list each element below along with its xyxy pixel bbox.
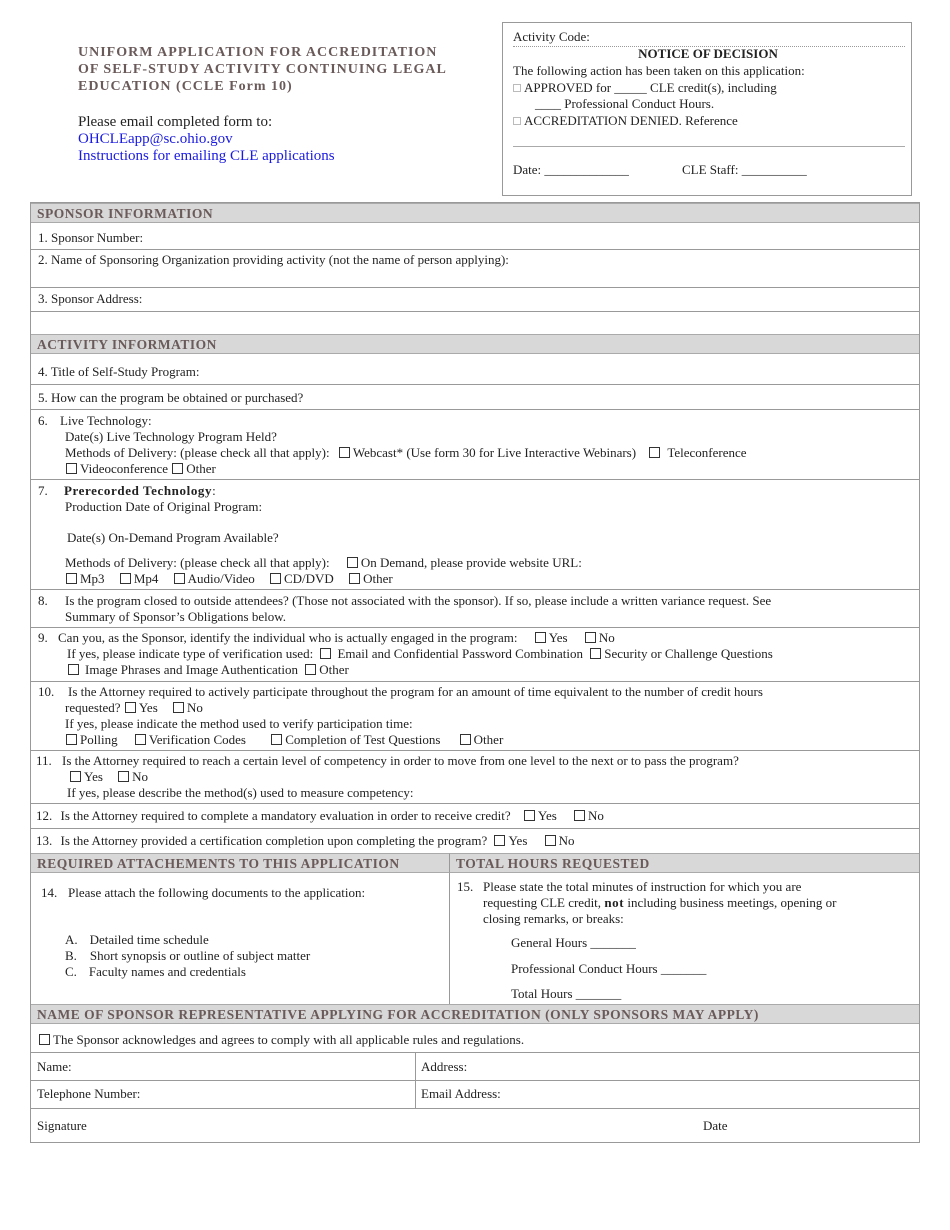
image-phrases-checkbox[interactable] — [68, 664, 79, 675]
production-date-field[interactable]: Production Date of Original Program: — [65, 499, 263, 514]
q9-subtext: If yes, please indicate type of verification used: — [67, 646, 314, 661]
audio-video-checkbox[interactable] — [174, 573, 185, 584]
divider — [31, 589, 919, 590]
polling-label: Polling — [80, 732, 118, 747]
sponsor-number-field[interactable]: 1. Sponsor Number: — [38, 230, 144, 245]
divider — [31, 409, 919, 410]
divider — [31, 681, 919, 682]
q9-number: 9. — [38, 630, 48, 645]
cd-dvd-label: CD/DVD — [283, 571, 334, 586]
q13-no-checkbox[interactable] — [545, 835, 556, 846]
program-purchase-field[interactable]: 5. How can the program be obtained or purchased? — [38, 390, 304, 405]
q11-yes-label: Yes — [84, 769, 103, 784]
divider — [31, 1080, 919, 1081]
attachment-item: Short synopsis or outline of subject matter — [89, 948, 311, 963]
q13-text: Is the Attorney provided a certification completion upon completing the program? — [60, 833, 488, 848]
q11-no-label: No — [132, 769, 149, 784]
q12-yes-checkbox[interactable] — [524, 810, 535, 821]
q10-yes-label: Yes — [138, 700, 158, 715]
email-password-checkbox[interactable] — [320, 648, 331, 659]
form-title — [78, 44, 488, 95]
notice-of-decision-box — [502, 22, 912, 196]
approved-label: APPROVED for _____ CLE credit(s), including — [524, 80, 777, 95]
form-title-line: OF SELF-STUDY ACTIVITY CONTINUING LEGAL — [78, 62, 447, 77]
q13-yes-label: Yes — [508, 833, 528, 848]
form-title-line: EDUCATION (CCLE Form 10) — [78, 79, 293, 94]
webcast-checkbox[interactable] — [339, 447, 350, 458]
teleconference-label: Teleconference — [667, 445, 747, 460]
divider — [31, 1052, 919, 1053]
hours-section-header: TOTAL HOURS REQUESTED — [449, 853, 919, 873]
decision-date-field: Date: _____________ — [513, 162, 629, 177]
q14-number: 14. — [41, 885, 58, 900]
approved-conduct-hours: ____ Professional Conduct Hours. — [535, 96, 715, 111]
application-form — [30, 202, 920, 1143]
q11-text: Is the Attorney required to reach a certain level of competency in order to move from one level to the next or to pass the program? — [62, 753, 739, 768]
activity-code-label: Activity Code: — [513, 29, 905, 47]
signature-field[interactable]: Signature — [37, 1118, 87, 1133]
q9-other-checkbox[interactable] — [305, 664, 316, 675]
q12-no-checkbox[interactable] — [574, 810, 585, 821]
rep-phone-field[interactable]: Telephone Number: — [37, 1086, 141, 1101]
divider — [31, 1108, 919, 1109]
q10-no-checkbox[interactable] — [173, 702, 184, 713]
live-dates-field[interactable]: Date(s) Live Technology Program Held? — [65, 429, 277, 444]
sponsor-address-field[interactable]: 3. Sponsor Address: — [38, 291, 143, 306]
general-hours-field[interactable]: General Hours _______ — [511, 935, 636, 950]
email-prompt: Please email completed form to: — [78, 114, 273, 130]
videoconference-checkbox[interactable] — [66, 463, 77, 474]
notice-heading: NOTICE OF DECISION — [638, 46, 778, 61]
divider — [31, 828, 919, 829]
q10-no-label: No — [187, 700, 203, 715]
denied-label: ACCREDITATION DENIED. Reference — [524, 113, 738, 128]
divider — [31, 479, 919, 480]
professional-conduct-hours-field[interactable]: Professional Conduct Hours _______ — [511, 961, 707, 976]
polling-checkbox[interactable] — [66, 734, 77, 745]
representative-section-header: NAME OF SPONSOR REPRESENTATIVE APPLYING FOR ACCREDITATION (ONLY SPONSORS MAY APPLY) — [31, 1004, 919, 1024]
verification-codes-label: Verification Codes — [148, 732, 246, 747]
signature-date-field[interactable]: Date — [703, 1118, 728, 1133]
divider — [31, 287, 919, 288]
mp3-label: Mp3 — [80, 571, 105, 586]
q8-text-cont: Summary of Sponsor’s Obligations below. — [65, 609, 286, 624]
security-questions-checkbox[interactable] — [590, 648, 601, 659]
sponsor-organization-field[interactable]: 2. Name of Sponsoring Organization providing activity (not the name of person applying): — [38, 252, 509, 267]
q7-number: 7. — [38, 483, 48, 498]
q7-methods-label: Methods of Delivery: (please check all that apply): — [65, 555, 330, 570]
q12-no-label: No — [588, 808, 604, 823]
mp3-checkbox[interactable] — [66, 573, 77, 584]
q15-text-pre: requesting CLE credit, — [483, 895, 605, 910]
email-instructions — [78, 114, 335, 165]
email-password-label: Email and Confidential Password Combination — [337, 646, 583, 661]
attachment-letter: C. — [65, 964, 77, 979]
prerecorded-other-label: Other — [363, 571, 393, 586]
q6-label: Live Technology: — [60, 413, 152, 428]
attachment-letter: A. — [65, 932, 78, 947]
q9-text: Can you, as the Sponsor, identify the individual who is actually engaged in the program: — [58, 630, 518, 645]
q10-number: 10. — [38, 684, 55, 699]
rep-email-field[interactable]: Email Address: — [421, 1086, 501, 1101]
divider — [31, 249, 919, 250]
verification-codes-checkbox[interactable] — [135, 734, 146, 745]
webcast-label: Webcast* (Use form 30 for Live Interactive Webinars) — [352, 445, 637, 460]
q10-other-label: Other — [473, 732, 504, 747]
test-questions-label: Completion of Test Questions — [285, 732, 441, 747]
q10-requested: requested? — [65, 700, 121, 715]
q12-yes-label: Yes — [537, 808, 557, 823]
divider — [31, 803, 919, 804]
security-questions-label: Security or Challenge Questions — [604, 646, 773, 661]
divider — [31, 311, 919, 312]
q10-subtext: If yes, please indicate the method used to verify participation time: — [65, 716, 413, 731]
divider — [31, 384, 919, 385]
notice-intro: The following action has been taken on this application: — [513, 63, 805, 78]
cd-dvd-checkbox[interactable] — [270, 573, 281, 584]
rep-name-field[interactable]: Name: — [37, 1059, 72, 1074]
ondemand-label: On Demand, please provide website URL: — [360, 555, 582, 570]
ondemand-dates-field[interactable]: Date(s) On-Demand Program Available? — [67, 530, 279, 545]
q9-yes-checkbox[interactable] — [535, 632, 546, 643]
activity-section-header: ACTIVITY INFORMATION — [31, 334, 919, 354]
sponsor-section-header: SPONSOR INFORMATION — [31, 203, 919, 223]
denied-checkbox[interactable] — [513, 117, 521, 125]
q10-other-checkbox[interactable] — [460, 734, 471, 745]
teleconference-checkbox[interactable] — [649, 447, 660, 458]
attachment-item: Faculty names and credentials — [88, 964, 246, 979]
audio-video-label: Audio/Video — [187, 571, 255, 586]
videoconference-label: Videoconference — [80, 461, 168, 476]
q9-no-label: No — [598, 630, 615, 645]
ondemand-checkbox[interactable] — [347, 557, 358, 568]
q8-number: 8. — [38, 593, 48, 608]
instructions-link[interactable]: Instructions for emailing CLE applications — [78, 148, 335, 164]
q15-text-end: closing remarks, or breaks: — [483, 911, 624, 926]
live-other-checkbox[interactable] — [172, 463, 183, 474]
q9-yes-label: Yes — [548, 630, 568, 645]
q11-no-checkbox[interactable] — [118, 771, 129, 782]
total-hours-field[interactable]: Total Hours _______ — [511, 986, 622, 1001]
program-title-field[interactable]: 4. Title of Self-Study Program: — [38, 364, 200, 379]
q11-number: 11. — [36, 753, 52, 768]
q12-number: 12. — [36, 808, 53, 823]
mp4-label: Mp4 — [133, 571, 159, 586]
email-link[interactable]: OHCLEapp@sc.ohio.gov — [78, 131, 233, 147]
q15-number: 15. — [457, 879, 474, 894]
q8-text: Is the program closed to outside attendees? (Those not associated with the sponsor). If so, please include a written variance request. See — [65, 593, 772, 608]
q6-methods-label: Methods of Delivery: (please check all that apply): — [65, 445, 330, 460]
q15-text-emphasis: not — [604, 895, 625, 910]
q6-number: 6. — [38, 413, 48, 428]
test-questions-checkbox[interactable] — [271, 734, 282, 745]
divider — [31, 627, 919, 628]
rep-address-field[interactable]: Address: — [421, 1059, 468, 1074]
q9-other-label: Other — [319, 662, 349, 677]
q13-number: 13. — [36, 833, 53, 848]
q7-colon: : — [212, 483, 216, 498]
q14-text: Please attach the following documents to the application: — [68, 885, 366, 900]
q13-no-label: No — [558, 833, 575, 848]
column-divider — [449, 873, 450, 1004]
form-title-line: UNIFORM APPLICATION FOR ACCREDITATION — [78, 45, 438, 60]
image-phrases-label: Image Phrases and Image Authentication — [85, 662, 298, 677]
q10-text: Is the Attorney required to actively participate throughout the program for an amount of time equivalent to the number of credit hours — [68, 684, 763, 699]
live-other-label: Other — [186, 461, 216, 476]
q7-label: Prerecorded Technology — [64, 483, 213, 498]
q15-text-post: including business meetings, opening or — [624, 895, 837, 910]
q12-text: Is the Attorney required to complete a mandatory evaluation in order to receive credit? — [60, 808, 511, 823]
attachments-section-header: REQUIRED ATTACHEMENTS TO THIS APPLICATION — [31, 853, 449, 873]
q9-no-checkbox[interactable] — [585, 632, 596, 643]
attachment-item: Detailed time schedule — [89, 932, 209, 947]
notice-divider — [513, 146, 905, 147]
q10-yes-checkbox[interactable] — [125, 702, 136, 713]
mp4-checkbox[interactable] — [120, 573, 131, 584]
q11-yes-checkbox[interactable] — [70, 771, 81, 782]
approved-checkbox[interactable] — [513, 84, 521, 92]
q15-text: Please state the total minutes of instruction for which you are — [483, 879, 802, 894]
attachment-letter: B. — [65, 948, 77, 963]
divider — [31, 750, 919, 751]
prerecorded-other-checkbox[interactable] — [349, 573, 360, 584]
cle-staff-field: CLE Staff: __________ — [682, 162, 807, 177]
acknowledge-label: The Sponsor acknowledges and agrees to comply with all applicable rules and regulations. — [53, 1032, 525, 1047]
q11-subtext: If yes, please describe the method(s) used to measure competency: — [67, 785, 414, 800]
q13-yes-checkbox[interactable] — [494, 835, 505, 846]
acknowledge-checkbox[interactable] — [39, 1034, 50, 1045]
